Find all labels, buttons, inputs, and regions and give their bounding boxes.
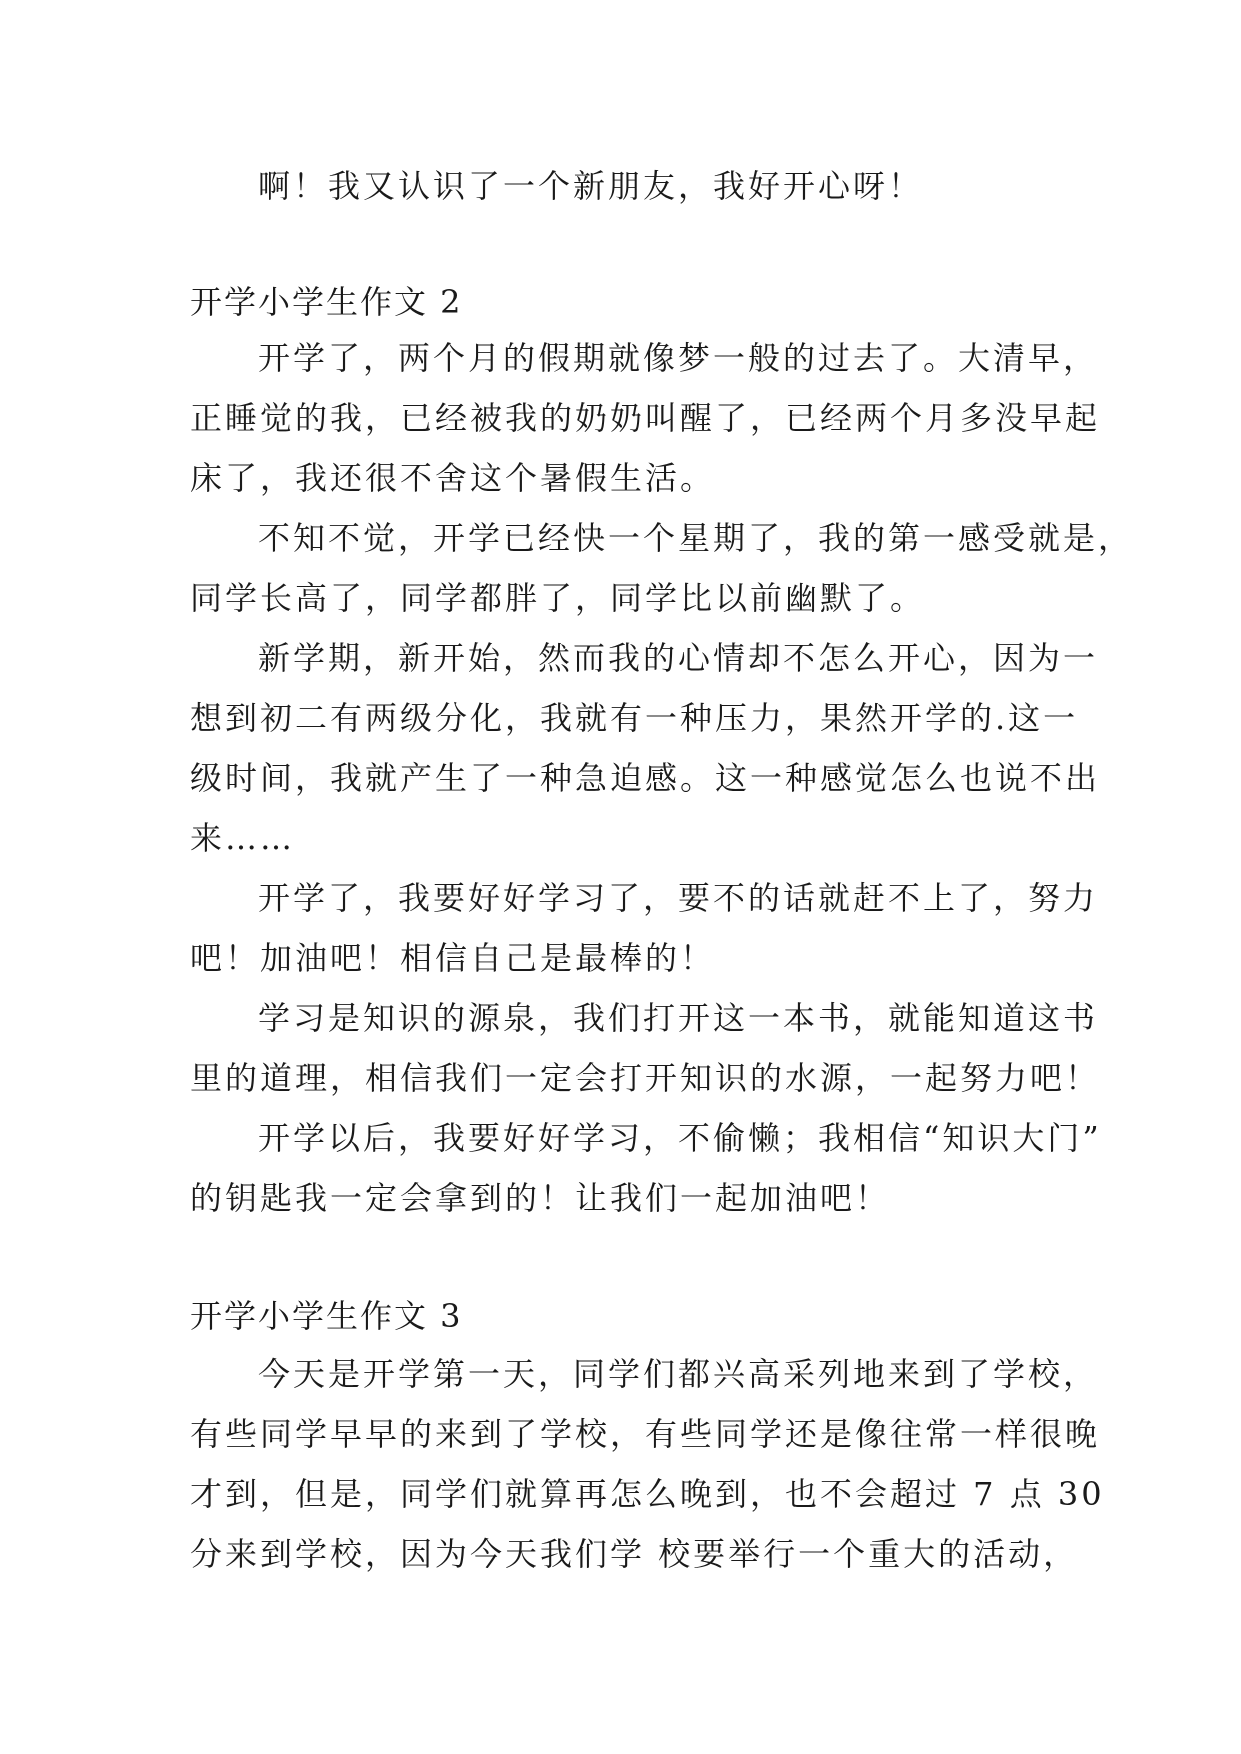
paragraph-line: 想到初二有两级分化，我就有一种压力，果然开学的.这一 bbox=[190, 699, 1079, 737]
paragraph-line: 分来到学校，因为今天我们学 校要举行一个重大的活动， bbox=[190, 1535, 1079, 1573]
paragraph-line: 吧！加油吧！相信自己是最棒的！ bbox=[190, 939, 716, 977]
paragraph-line: 来…… bbox=[190, 819, 296, 857]
paragraph-line: 里的道理，相信我们一定会打开知识的水源，一起努力吧！ bbox=[190, 1059, 1101, 1097]
paragraph-line: 正睡觉的我，已经被我的奶奶叫醒了，已经两个月多没早起 bbox=[190, 399, 1101, 437]
paragraph-line: 开学了，我要好好学习了，要不的话就赶不上了，努力 bbox=[258, 879, 1099, 917]
paragraph-line: 床了，我还很不舍这个暑假生活。 bbox=[190, 459, 716, 497]
paragraph-line: 才到，但是，同学们就算再怎么晚到，也不会超过 7 点 30 bbox=[190, 1475, 1105, 1513]
essay3-title: 开学小学生作文 3 bbox=[190, 1297, 463, 1335]
paragraph-line: 不知不觉，开学已经快一个星期了，我的第一感受就是， bbox=[258, 519, 1134, 557]
paragraph-line: 学习是知识的源泉，我们打开这一本书，就能知道这书 bbox=[258, 999, 1099, 1037]
paragraph-line: 开学了，两个月的假期就像梦一般的过去了。大清早， bbox=[258, 339, 1099, 377]
paragraph-line: 今天是开学第一天，同学们都兴高采列地来到了学校， bbox=[258, 1355, 1099, 1393]
paragraph-line: 级时间，我就产生了一种急迫感。这一种感觉怎么也说不出 bbox=[190, 759, 1101, 797]
paragraph-line: 同学长高了，同学都胖了，同学比以前幽默了。 bbox=[190, 579, 926, 617]
essay2-title: 开学小学生作文 2 bbox=[190, 283, 463, 321]
intro-paragraph-line: 啊！我又认识了一个新朋友，我好开心呀！ bbox=[258, 167, 924, 205]
paragraph-line: 新学期，新开始，然而我的心情却不怎么开心，因为一 bbox=[258, 639, 1099, 677]
paragraph-line: 有些同学早早的来到了学校，有些同学还是像往常一样很晚 bbox=[190, 1415, 1101, 1453]
paragraph-line: 的钥匙我一定会拿到的！让我们一起加油吧！ bbox=[190, 1179, 891, 1217]
paragraph-line: 开学以后，我要好好学习，不偷懒；我相信“知识大门” bbox=[258, 1119, 1102, 1157]
